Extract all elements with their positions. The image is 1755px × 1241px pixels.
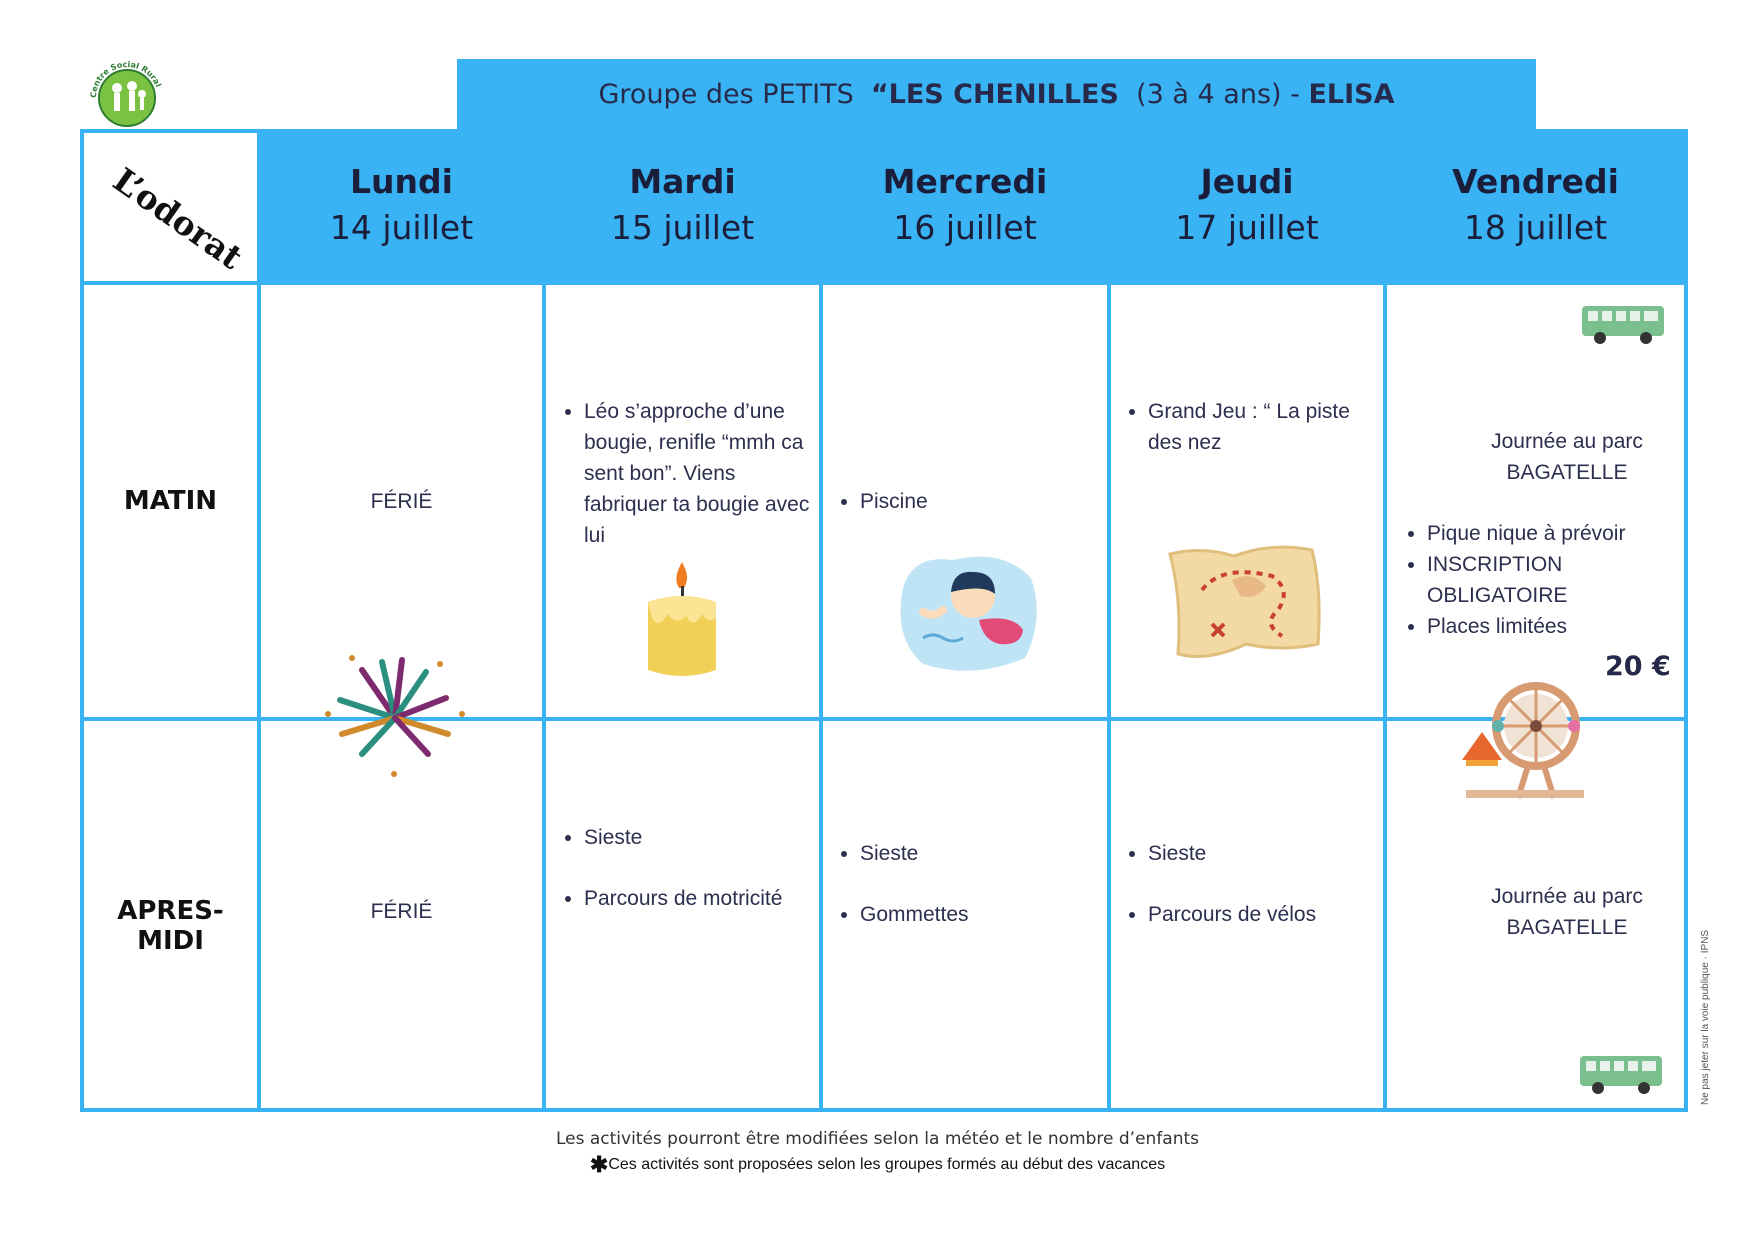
morning-friday-list xyxy=(1405,518,1675,642)
list-item: • INSCRIPTION OBLIGATOIRE xyxy=(1427,549,1675,611)
border-col3 xyxy=(819,284,823,1112)
treasure-map-icon xyxy=(1162,540,1332,675)
logo-icon xyxy=(82,58,172,132)
afternoon-monday: FÉRIÉ xyxy=(370,900,433,923)
title-group-name: “LES CHENILLES xyxy=(870,78,1119,110)
day-date: 16 juillet xyxy=(893,208,1037,247)
bus-icon xyxy=(1580,302,1668,351)
list-item: • Léo s’approche d’une bougie, renifle “mmh ca sent bon”. Viens fabriquer ta bougie avec lui xyxy=(584,396,812,551)
morning-friday-title: Journée au parc BAGATELLE xyxy=(1491,430,1643,484)
list-item: • Parcours de motricité xyxy=(584,883,812,914)
day-date: 14 juillet xyxy=(329,208,474,247)
border-col1 xyxy=(257,129,261,1112)
row-label-morning: MATIN xyxy=(123,486,218,516)
afternoon-tuesday xyxy=(562,822,812,914)
border-col4 xyxy=(1107,284,1111,1112)
list-item: • Piscine xyxy=(860,486,1098,517)
list-item: • Sieste xyxy=(1148,838,1376,869)
title-age: (3 à 4 ans) - xyxy=(1118,78,1309,110)
border-right xyxy=(1684,129,1688,1112)
theme-label: L’odorat xyxy=(106,160,250,277)
candle-icon xyxy=(642,560,722,685)
day-header-wednesday xyxy=(823,159,1107,251)
list-item: • Gommettes xyxy=(860,899,1098,930)
bus-icon xyxy=(1578,1052,1666,1101)
row-label-afternoon: APRES-MIDI xyxy=(117,896,224,956)
border-col2 xyxy=(542,284,546,1112)
swimmer-icon xyxy=(893,548,1043,683)
fireworks-icon xyxy=(322,650,468,785)
title-prefix: Groupe des PETITS xyxy=(598,78,871,110)
day-name: Jeudi xyxy=(1200,162,1294,201)
day-header-monday xyxy=(261,159,542,251)
border-header xyxy=(80,281,1688,285)
day-date: 18 juillet xyxy=(1463,208,1608,247)
day-name: Mardi xyxy=(629,162,736,201)
border-top xyxy=(80,129,1688,133)
list-item: • Parcours de vélos xyxy=(1148,899,1376,930)
title-animator: ELISA xyxy=(1308,78,1395,110)
theme-cell xyxy=(84,133,257,281)
schedule-table xyxy=(80,129,1688,1112)
afternoon-friday: Journée au parc BAGATELLE xyxy=(1491,885,1643,939)
list-item: • Grand Jeu : “ La piste des nez xyxy=(1148,396,1376,458)
morning-monday: FÉRIÉ xyxy=(370,490,433,513)
day-header-friday xyxy=(1387,159,1684,251)
ferris-wheel-icon xyxy=(1458,682,1598,807)
list-item: • Sieste xyxy=(860,838,1098,869)
morning-thursday xyxy=(1126,396,1376,458)
footer-note-text: Ces activités sont proposées selon les groupes formés au début des vacances xyxy=(608,1156,1166,1173)
day-date: 15 juillet xyxy=(610,208,755,247)
page-title xyxy=(457,59,1536,129)
asterisk-icon: ✱ xyxy=(589,1152,609,1177)
footer-note: Les activités pourront être modifiées selon la météo et le nombre d’enfants xyxy=(555,1129,1200,1149)
morning-tuesday xyxy=(562,396,812,551)
day-header-thursday xyxy=(1111,159,1383,251)
list-item: • Pique nique à prévoir xyxy=(1427,518,1675,549)
svg-text:Centre Social Rural: Centre Social Rural xyxy=(88,59,163,99)
day-date: 17 juillet xyxy=(1175,208,1319,247)
day-name: Vendredi xyxy=(1452,162,1619,201)
day-name: Mercredi xyxy=(882,162,1048,201)
price-badge: 20 € xyxy=(1605,651,1671,682)
border-col5 xyxy=(1383,284,1387,1112)
list-item: • Places limitées xyxy=(1427,611,1675,642)
border-bottom xyxy=(80,1108,1688,1112)
afternoon-thursday xyxy=(1126,838,1376,930)
afternoon-wednesday xyxy=(838,838,1098,930)
footer-note-secondary xyxy=(0,1152,1755,1178)
side-note: Ne pas jeter sur la voie publique · IPNS xyxy=(1700,929,1711,1105)
day-name: Lundi xyxy=(350,162,453,201)
morning-wednesday xyxy=(838,486,1098,517)
day-header-tuesday xyxy=(546,159,819,251)
list-item: • Sieste xyxy=(584,822,812,853)
